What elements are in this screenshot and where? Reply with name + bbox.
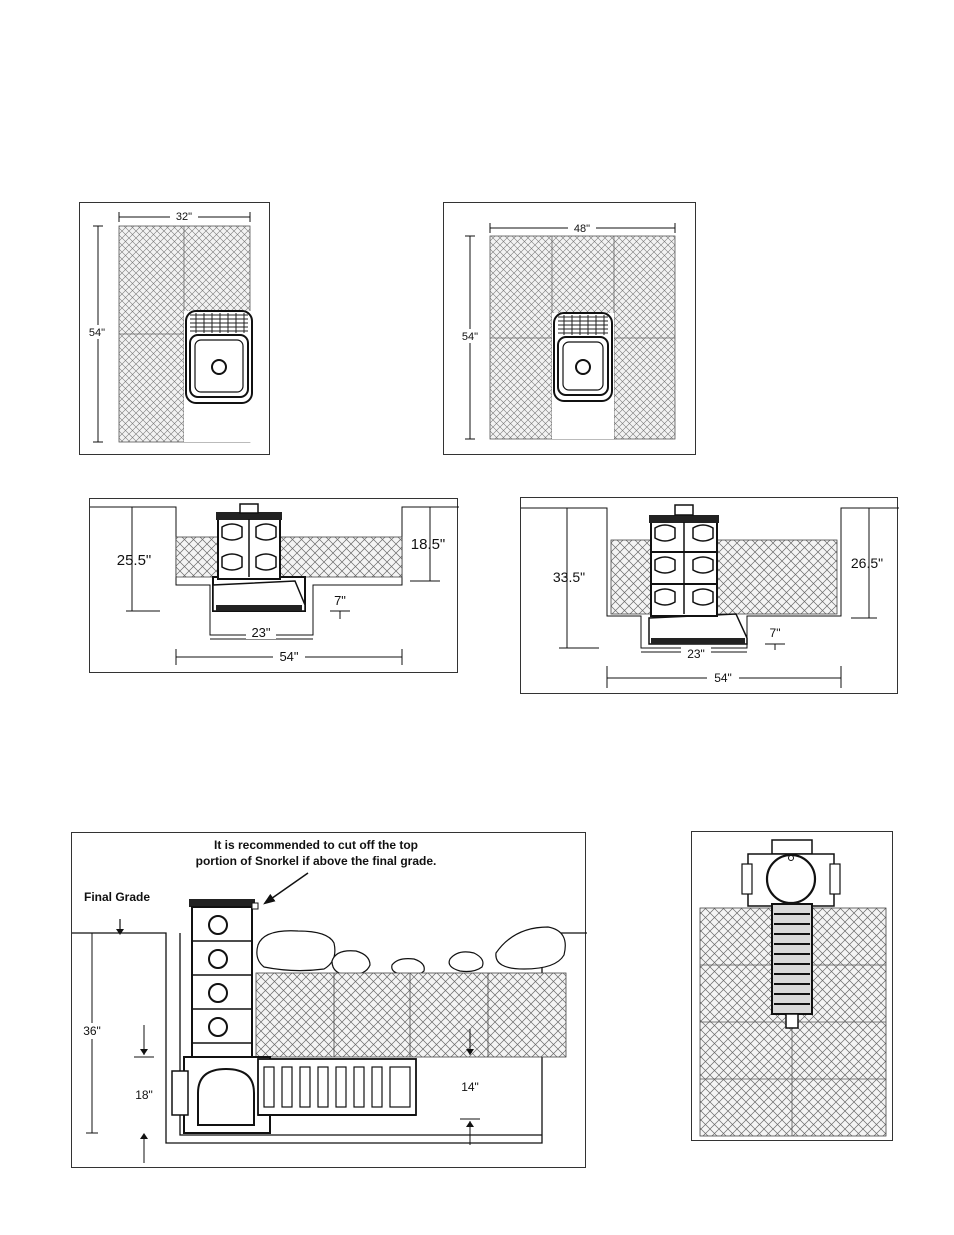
recommendation-note-line1: It is recommended to cut off the top <box>213 838 419 852</box>
gravel-bed <box>176 537 402 577</box>
snorkel-riser <box>189 899 258 1077</box>
plan-view-snorkel <box>691 831 893 1141</box>
base-height-label: 7" <box>769 626 781 640</box>
fountain-basin-side <box>213 577 305 611</box>
unit-width-label: 23" <box>251 625 271 640</box>
depth-14-label: 14" <box>461 1080 479 1094</box>
total-height-label: 33.5" <box>552 569 586 585</box>
section-view-double-tier <box>520 497 898 694</box>
section-view-snorkel <box>71 832 586 1168</box>
plan-view-48x54 <box>443 202 696 455</box>
stone-layer <box>257 927 565 976</box>
collection-basin <box>172 1057 270 1133</box>
water-matrix-modules <box>258 1059 416 1115</box>
gravel-bed <box>611 540 837 614</box>
base-height-label: 7" <box>334 593 346 608</box>
base-height-dimension <box>330 611 350 619</box>
fountain-basin-side <box>649 614 747 644</box>
unit-width-label: 23" <box>687 647 705 661</box>
height-18-label: 18" <box>135 1088 153 1102</box>
note-arrow <box>268 873 308 901</box>
fountain-basin-top-view <box>186 311 252 403</box>
gravel-blocks <box>256 973 566 1057</box>
overall-width-label: 54" <box>279 649 299 664</box>
matrix-modules-top-view <box>772 904 812 1028</box>
section-view-single-tier <box>89 498 458 673</box>
height-36-label: 36" <box>83 1024 101 1038</box>
base-height-dimension <box>765 644 785 650</box>
width-label: 32" <box>175 211 193 223</box>
width-label: 48" <box>573 223 591 235</box>
fountain-column-side <box>216 504 282 579</box>
final-grade-label: Final Grade <box>84 890 151 904</box>
total-height-label: 25.5" <box>116 552 152 569</box>
snorkel-top-view <box>742 840 840 906</box>
recommendation-note-line2: portion of Snorkel if above the final grade. <box>195 854 437 868</box>
block-height-label: 18.5" <box>410 536 446 553</box>
plan-view-32x54 <box>79 202 270 455</box>
overall-width-label: 54" <box>714 671 732 685</box>
fountain-basin-top-view <box>554 313 612 401</box>
depth-label: 54" <box>88 327 106 339</box>
block-height-label: 26.5" <box>850 555 884 571</box>
fountain-column-side <box>649 505 719 616</box>
depth-label: 54" <box>461 331 479 343</box>
